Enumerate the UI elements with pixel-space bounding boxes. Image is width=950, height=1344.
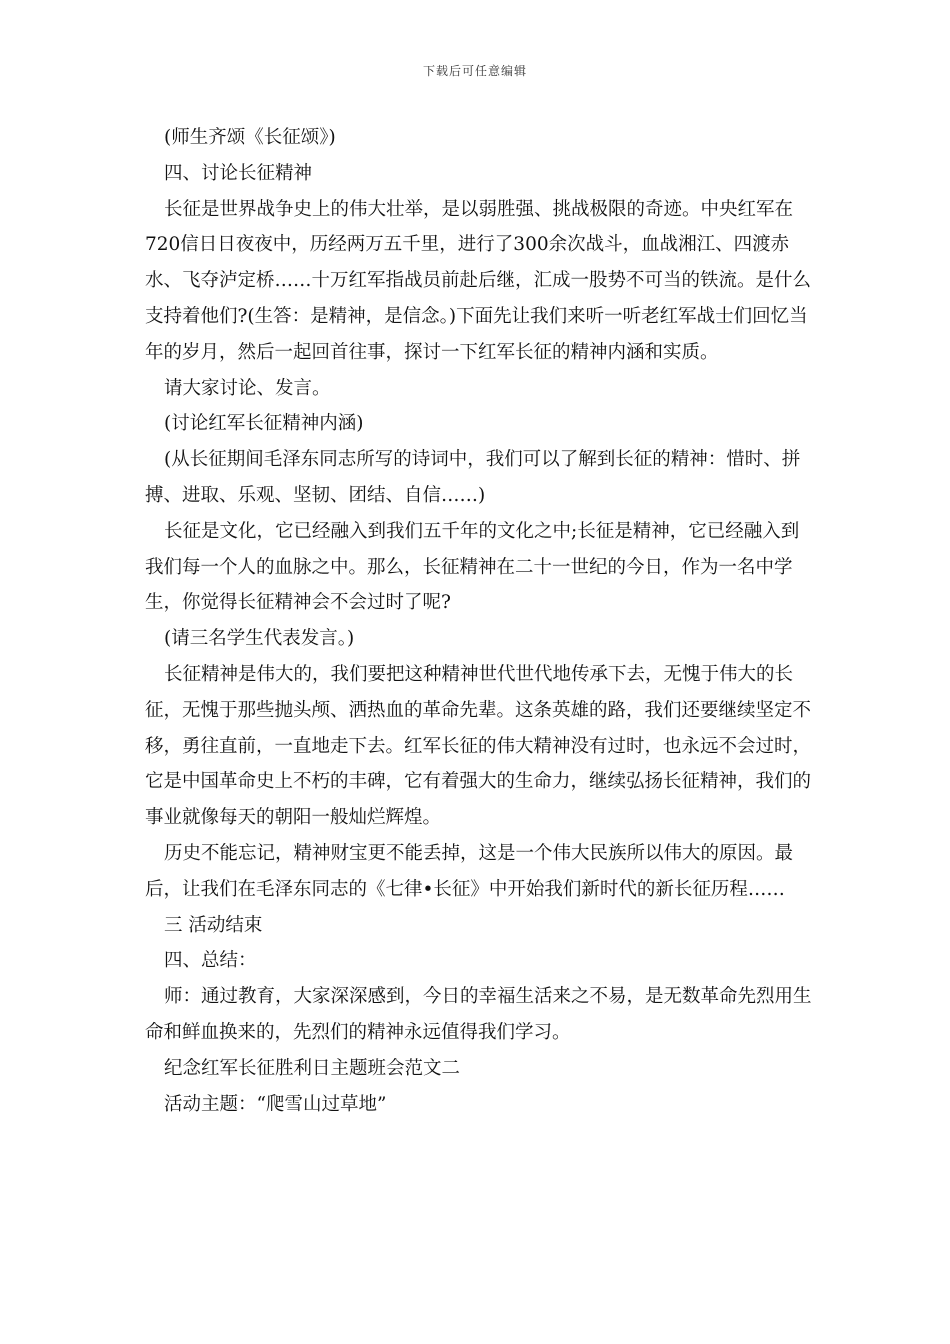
paragraph-recitation: (师生齐颂《长征颂》) [164, 127, 336, 148]
paragraph-history: 历史不能忘记，精神财宝更不能丢掉，这是一个伟大民族所以伟大的原因。最后，让我们在毛泽东同志的《七律•长征》中开始我们新时代的新长征历程…… [145, 842, 794, 900]
page-header: 下载后可任意编辑 [422, 64, 527, 78]
paragraph-long-march-intro: 长征是世界战争史上的伟大壮举，是以弱胜强、挑战极限的奇迹。中央红军在720信日日夜夜中，历经两万五千里，进行了300余次战斗，血战湘江、四渡赤水、飞夺泸定桥……十万红军指战员前赴后继，汇成一股势不可当的铁流。是什么支持着他们?(生答：是精神，是信念。)下面先让我们来听一听老红军战士们回忆当年的岁月，然后一起回首往事，探讨一下红军长征的精神内涵和实质。 [145, 198, 812, 363]
paragraph-poem-spirit: (从长征期间毛泽东同志所写的诗词中，我们可以了解到长征的精神：惜时、拼搏、进取、乐观、坚韧、团结、自信……) [145, 449, 801, 506]
paragraph-discussion-note: (讨论红军长征精神内涵) [164, 413, 364, 435]
paragraph-great-spirit: 长征精神是伟大的，我们要把这种精神世代世代地传承下去，无愧于伟大的长征，无愧于那些抛头颅、洒热血的革命先辈。这条英雄的路，我们还要继续坚定不移，勇往直前，一直地走下去。红军长征的伟大精神没有过时，也永远不会过时，它是中国革命史上不朽的丰碑，它有着强大的生命力，继续弘扬长征精神，我们的事业就像每天的朝阳一般灿烂辉煌。 [145, 663, 812, 829]
paragraph-activity-theme: 活动主题：“爬雪山过草地” [164, 1093, 387, 1115]
paragraph-student-speech: (请三名学生代表发言。) [164, 628, 355, 650]
document-body [145, 120, 813, 1122]
section-heading-end: 三 活动结束 [164, 914, 263, 936]
paragraph-discussion-prompt: 请大家讨论、发言。 [164, 377, 331, 399]
section-heading-discuss: 四、讨论长征精神 [164, 162, 313, 184]
section-heading-summary: 四、总结： [164, 950, 257, 972]
paragraph-teacher-summary: 师：通过教育，大家深深感到，今日的幸福生活来之不易，是无数革命先烈用生命和鲜血换来的，先烈们的精神永远值得我们学习。 [145, 986, 812, 1043]
paragraph-sample-two-title: 纪念红军长征胜利日主题班会范文二 [164, 1057, 461, 1079]
paragraph-culture-spirit: 长征是文化，它已经融入到我们五千年的文化之中;长征是精神，它已经融入到我们每一个人的血脉之中。那么，长征精神在二十一世纪的今日，作为一名中学生，你觉得长征精神会不会过时了呢? [145, 520, 800, 614]
